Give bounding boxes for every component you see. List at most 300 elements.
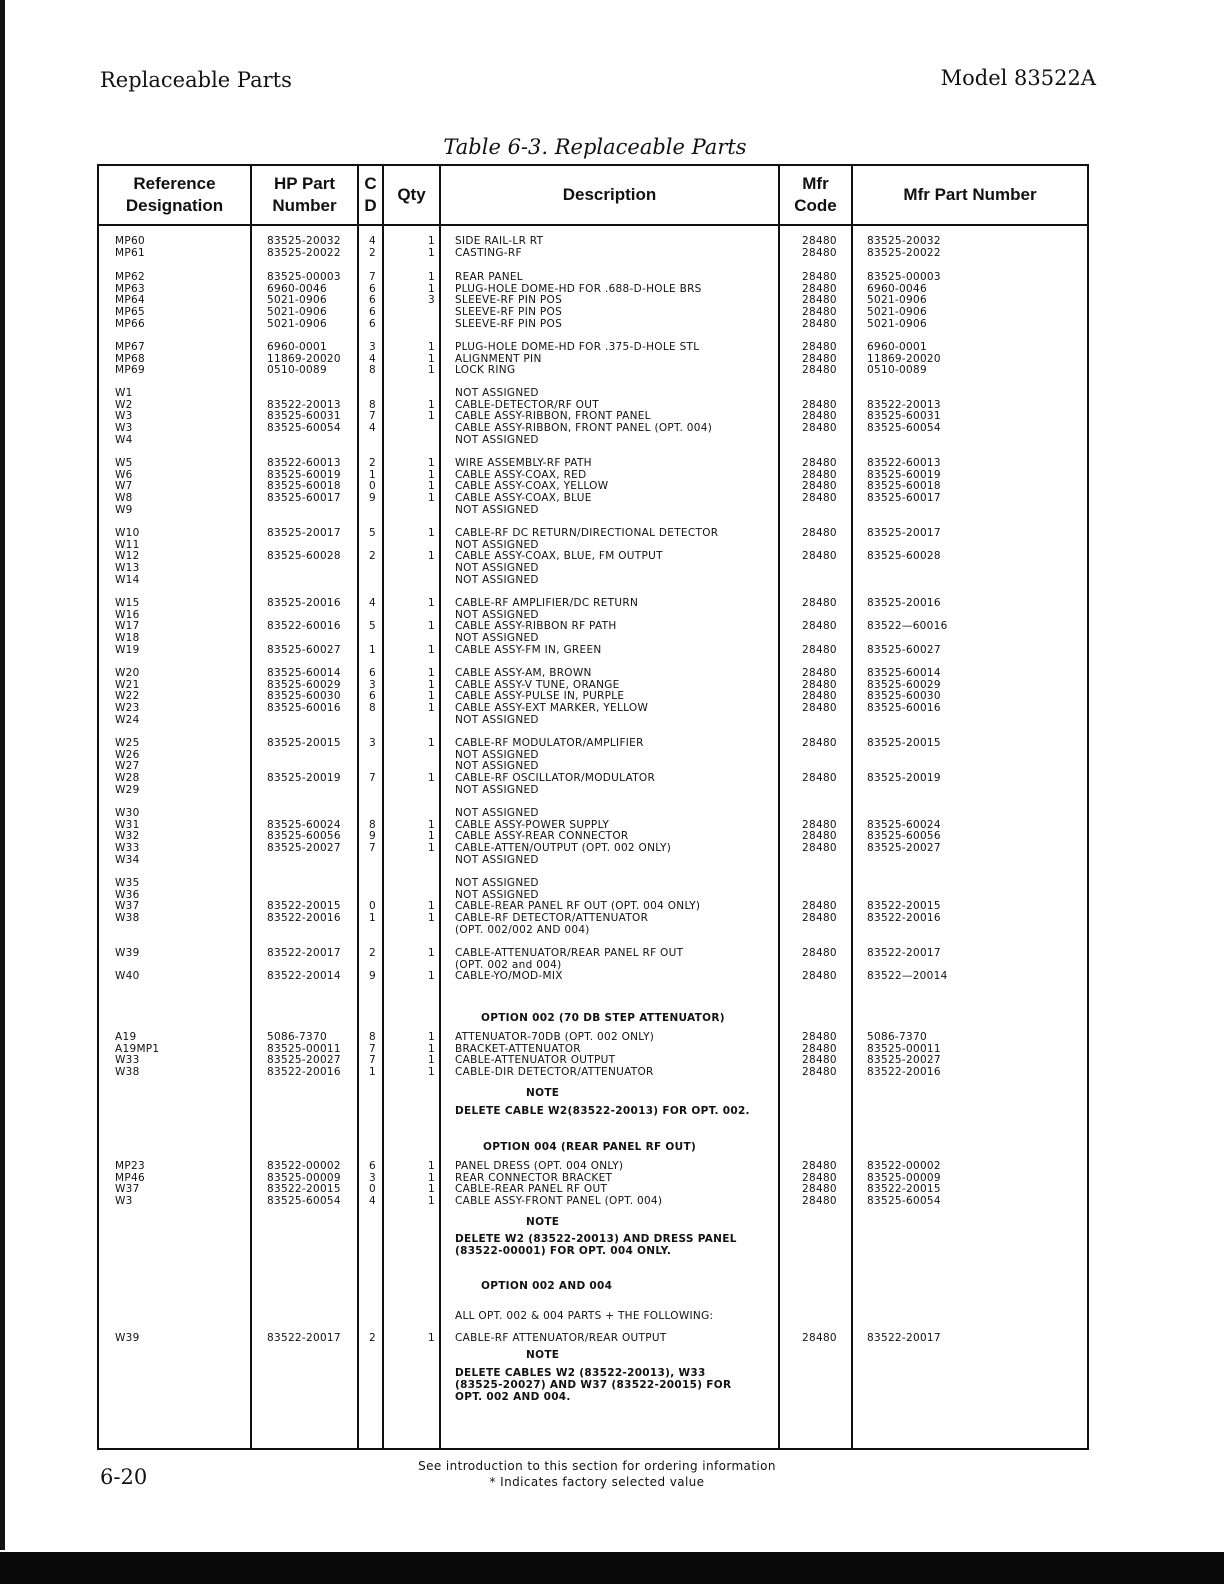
cell-code: 28480 [802,235,837,247]
cell-hp: 83525-20017 [267,527,341,539]
cell-desc: REAR PANEL [455,271,523,283]
cell-desc: PLUG-HOLE DOME-HD FOR .688-D-HOLE BRS [455,282,702,295]
cell-hp: 83525-00011 [267,1042,341,1055]
col-header-cd: C D [364,174,377,215]
cell-hp: 83522-20013 [267,398,341,411]
option-002-004-heading: OPTION 002 AND 004 [481,1280,613,1292]
cell-mfr: 83525-60027 [867,643,941,656]
cell-mfr: 83522—20014 [867,970,948,982]
cell-mfr: 83525-60017 [867,492,941,505]
cell-cd: 7 [369,1054,376,1067]
cell-desc: NOT ASSIGNED [455,573,539,586]
cell-ref: W36 [115,888,140,901]
cell-desc: NOT ASSIGNED [455,877,539,889]
cell-qty: 1 [428,527,435,539]
cell-hp: 6960-0001 [267,341,327,353]
cell-cd: 6 [369,690,376,703]
cell-qty: 1 [428,970,435,982]
cell-ref: MP68 [115,352,145,365]
column-divider [778,166,780,1448]
cell-desc: BRACKET-ATTENUATOR [455,1042,581,1055]
cell-desc: REAR CONNECTOR BRACKET [455,1171,613,1184]
cell-hp: 83525-20027 [267,842,341,855]
cell-desc: CABLE ASSY-FRONT PANEL (OPT. 004) [455,1195,663,1208]
cell-hp: 5021-0906 [267,317,327,330]
cell-desc: CABLE ASSY-PULSE IN, PURPLE [455,690,625,703]
cell-mfr: 83525-60028 [867,550,941,563]
cell-ref: A19 [115,1031,137,1043]
cell-cd: 1 [369,912,376,925]
cell-hp: 6960-0046 [267,282,327,295]
cell-ref: W3 [115,422,133,435]
cell-desc: CABLE-DIR DETECTOR/ATTENUATOR [455,1066,654,1079]
cell-desc: CABLE-ATTENUATOR/REAR PANEL RF OUT [455,947,684,959]
cell-desc: CABLE-RF AMPLIFIER/DC RETURN [455,597,639,609]
cell-desc: SIDE RAIL-LR RT [455,235,544,247]
cell-qty: 3 [428,294,435,307]
cell-qty: 1 [428,457,435,469]
cell-code: 28480 [802,702,837,715]
cell-qty: 1 [428,492,435,505]
cell-cd: 0 [369,900,376,913]
cell-code: 28480 [802,271,837,283]
cell-cd: 6 [369,294,376,307]
cell-qty: 1 [428,271,435,283]
cell-cd: 9 [369,492,376,505]
cell-desc: CABLE-RF MODULATOR/AMPLIFIER [455,737,644,749]
cell-ref: MP64 [115,294,145,307]
cell-ref: MP67 [115,341,145,353]
cell-cd: 8 [369,398,376,411]
cell-qty: 1 [428,900,435,913]
cell-ref: W37 [115,900,140,913]
cell-code: 28480 [802,1054,837,1067]
col-header-description: Description [562,185,657,204]
cell-qty: 1 [428,480,435,493]
cell-mfr: 83525-20015 [867,737,941,749]
cell-mfr: 83522—60016 [867,620,948,633]
cell-code: 28480 [802,352,837,365]
cell-qty: 1 [428,620,435,633]
cell-ref: W9 [115,503,133,516]
cell-cd: 2 [369,550,376,563]
cell-code: 28480 [802,410,837,423]
cell-ref: W24 [115,713,140,726]
cell-hp: 83525-60029 [267,678,341,691]
cell-hp: 83525-60056 [267,830,341,843]
cell-mfr: 5021-0906 [867,294,927,307]
cell-desc: NOT ASSIGNED [455,503,539,516]
cell-qty: 1 [428,410,435,423]
cell-cd: 6 [369,282,376,295]
cell-desc: NOT ASSIGNED [455,713,539,726]
column-divider [382,166,384,1448]
cell-desc: CABLE-RF OSCILLATOR/MODULATOR [455,772,656,785]
cell-desc: SLEEVE-RF PIN POS [455,294,563,307]
cell-hp: 83525-60019 [267,468,341,481]
cell-qty: 1 [428,702,435,715]
cell-cd: 7 [369,842,376,855]
cell-ref: W38 [115,1066,140,1079]
cell-code: 28480 [802,737,837,749]
cell-qty: 1 [428,842,435,855]
cell-cd: 0 [369,1183,376,1196]
cell-ref: W28 [115,772,140,785]
cell-qty: 1 [428,667,435,679]
cell-code: 28480 [802,1171,837,1184]
cell-desc: CABLE-REAR PANEL RF OUT [455,1183,608,1196]
cell-mfr: 83522-20016 [867,912,941,925]
column-divider [439,166,441,1448]
cell-code: 28480 [802,947,837,959]
column-divider [851,166,853,1448]
cell-hp: 83522-20017 [267,1332,341,1344]
cell-ref: W11 [115,538,140,551]
cell-mfr: 83525-00003 [867,271,941,283]
cell-mfr: 83525-60019 [867,468,941,481]
cell-hp: 83522-20017 [267,947,341,959]
cell-hp: 0510-0089 [267,364,327,377]
cell-qty: 1 [428,1171,435,1184]
cell-cd: 5 [369,527,376,539]
cell-cd: 3 [369,341,376,353]
cell-cd: 9 [369,970,376,982]
cell-code: 28480 [802,667,837,679]
col-header-mfr-part: Mfr Part Number [903,185,1037,204]
cell-desc: NOT ASSIGNED [455,748,539,761]
cell-ref: W20 [115,667,140,679]
col-header-qty: Qty [397,185,426,204]
cell-ref: MP69 [115,364,145,377]
cell-qty: 1 [428,737,435,749]
cell-hp: 83525-00009 [267,1171,341,1184]
note-text: DELETE CABLES W2 (83522-20013), W33 [455,1367,706,1379]
cell-hp: 83522-00002 [267,1160,341,1172]
cell-hp: 83525-60017 [267,492,341,505]
cell-ref: MP66 [115,317,145,330]
section-title: Replaceable Parts [100,68,292,92]
cell-qty: 1 [428,912,435,925]
cell-hp: 83525-60031 [267,410,341,423]
cell-desc: NOT ASSIGNED [455,807,539,819]
cell-mfr: 83525-00009 [867,1171,941,1184]
cell-cd: 8 [369,364,376,377]
cell-mfr: 83525-20019 [867,772,941,785]
cell-qty: 1 [428,398,435,411]
cell-ref: W27 [115,760,140,773]
cell-desc: CABLE ASSY-RIBBON, FRONT PANEL (OPT. 004) [455,422,713,435]
model-number: Model 83522A [940,66,1096,90]
cell-cd: 2 [369,457,376,469]
cell-qty: 1 [428,947,435,959]
cell-cd: 1 [369,1066,376,1079]
cell-cd: 4 [369,597,376,609]
page-number: 6-20 [100,1465,148,1489]
cell-ref: MP46 [115,1171,145,1184]
note-text: (83525-20027) AND W37 (83522-20015) FOR [455,1379,732,1391]
cell-hp: 83525-20015 [267,737,341,749]
cell-ref: MP65 [115,306,145,319]
cell-ref: W4 [115,433,133,446]
column-divider [250,166,252,1448]
cell-mfr: 83525-60054 [867,1195,941,1208]
cell-hp: 83525-60030 [267,690,341,703]
cell-code: 28480 [802,678,837,691]
cell-ref: A19MP1 [115,1042,160,1055]
cell-mfr: 83522-20017 [867,1332,941,1344]
option-002-heading: OPTION 002 (70 DB STEP ATTENUATOR) [481,1012,725,1024]
cell-code: 28480 [802,842,837,855]
cell-qty: 1 [428,1195,435,1208]
cell-hp: 83522-60016 [267,620,341,633]
cell-ref: W10 [115,527,140,539]
cell-desc: SLEEVE-RF PIN POS [455,306,563,319]
cell-ref: W3 [115,1195,133,1208]
cell-desc: CABLE-RF DETECTOR/ATTENUATOR [455,912,649,925]
cell-cd: 8 [369,1031,376,1043]
cell-hp: 83525-60024 [267,818,341,831]
cell-desc: CASTING-RF [455,246,522,259]
cell-qty: 1 [428,1054,435,1067]
cell-qty: 1 [428,597,435,609]
cell-qty: 1 [428,643,435,656]
cell-cd: 1 [369,643,376,656]
cell-code: 28480 [802,818,837,831]
cell-mfr: 83525-60056 [867,830,941,843]
cell-qty: 1 [428,678,435,691]
cell-hp: 83525-60028 [267,550,341,563]
cell-hp: 11869-20020 [267,352,341,365]
cell-hp: 83525-60054 [267,422,341,435]
cell-hp: 83522-20016 [267,912,341,925]
cell-code: 28480 [802,1066,837,1079]
cell-ref: W39 [115,947,140,959]
cell-code: 28480 [802,597,837,609]
cell-ref: W31 [115,818,140,831]
cell-mfr: 83525-20022 [867,246,941,259]
note-label: NOTE [526,1087,560,1099]
cell-desc: CABLE ASSY-RIBBON, FRONT PANEL [455,410,651,423]
cell-code: 28480 [802,1183,837,1196]
cell-qty: 1 [428,1066,435,1079]
cell-desc: CABLE ASSY-POWER SUPPLY [455,818,610,831]
cell-ref: W14 [115,573,140,586]
cell-desc: CABLE ASSY-EXT MARKER, YELLOW [455,702,649,715]
cell-mfr: 83525-60014 [867,667,941,679]
cell-ref: W38 [115,912,140,925]
cell-ref: W37 [115,1183,140,1196]
cell-hp: 83525-60054 [267,1195,341,1208]
cell-mfr: 83525-60030 [867,690,941,703]
cell-desc: (OPT. 002/002 AND 004) [455,923,590,936]
header-divider [99,224,1087,226]
cell-code: 28480 [802,970,837,982]
cell-ref: W35 [115,877,140,889]
cell-ref: W13 [115,562,140,575]
cell-hp: 5086-7370 [267,1031,327,1043]
cell-code: 28480 [802,900,837,913]
cell-code: 28480 [802,294,837,307]
cell-qty: 1 [428,1160,435,1172]
cell-desc: ALIGNMENT PIN [455,352,542,365]
cell-cd: 2 [369,246,376,259]
cell-hp: 83522-20015 [267,900,341,913]
cell-mfr: 83522-20016 [867,1066,941,1079]
cell-code: 28480 [802,550,837,563]
cell-cd: 9 [369,830,376,843]
note-text: (83522-00001) FOR OPT. 004 ONLY. [455,1245,672,1257]
cell-code: 28480 [802,364,837,377]
cell-cd: 4 [369,1195,376,1208]
cell-cd: 6 [369,306,376,319]
cell-qty: 1 [428,550,435,563]
cell-mfr: 83525-60054 [867,422,941,435]
cell-desc: (OPT. 002 and 004) [455,958,562,971]
cell-mfr: 83525-20016 [867,597,941,609]
cell-qty: 1 [428,830,435,843]
cell-code: 28480 [802,1160,837,1172]
cell-ref: W39 [115,1332,140,1344]
cell-ref: W32 [115,830,140,843]
cell-qty: 1 [428,246,435,259]
cell-desc: CABLE ASSY-V TUNE, ORANGE [455,678,620,691]
footer-note: See introduction to this section for ordering information * Indicates factory selected value [418,1459,776,1489]
cell-cd: 8 [369,702,376,715]
cell-code: 28480 [802,830,837,843]
cell-ref: W15 [115,597,140,609]
cell-desc: CABLE ASSY-COAX, BLUE, FM OUTPUT [455,550,663,563]
cell-desc: CABLE ASSY-COAX, YELLOW [455,480,609,493]
cell-code: 28480 [802,422,837,435]
cell-desc: CABLE ASSY-REAR CONNECTOR [455,830,629,843]
cell-desc: CABLE ASSY-RIBBON RF PATH [455,620,617,633]
cell-hp: 83525-60014 [267,667,341,679]
cell-mfr: 5021-0906 [867,317,927,330]
cell-hp: 83525-20032 [267,235,341,247]
cell-mfr: 83525-60024 [867,818,941,831]
cell-desc: CABLE ASSY-FM IN, GREEN [455,643,602,656]
cell-qty: 1 [428,772,435,785]
cell-desc: NOT ASSIGNED [455,608,539,621]
cell-code: 28480 [802,527,837,539]
cell-ref: W21 [115,678,140,691]
cell-code: 28480 [802,912,837,925]
note-label: NOTE [526,1349,560,1361]
cell-cd: 0 [369,480,376,493]
cell-ref: W22 [115,690,140,703]
cell-desc: CABLE-YO/MOD-MIX [455,970,563,982]
cell-code: 28480 [802,1195,837,1208]
cell-ref: W19 [115,643,140,656]
cell-ref: W2 [115,398,133,411]
cell-ref: W7 [115,480,133,493]
cell-cd: 7 [369,1042,376,1055]
note-text: ALL OPT. 002 & 004 PARTS + THE FOLLOWING: [455,1310,714,1322]
cell-hp: 83525-20022 [267,246,341,259]
cell-cd: 2 [369,947,376,959]
col-header-mfr-code: Mfr Code [794,174,837,215]
bottom-scan-edge [0,1552,1224,1584]
cell-hp: 83525-00003 [267,271,341,283]
cell-mfr: 6960-0001 [867,341,927,353]
cell-code: 28480 [802,282,837,295]
cell-ref: W23 [115,702,140,715]
cell-code: 28480 [802,246,837,259]
cell-code: 28480 [802,341,837,353]
cell-desc: NOT ASSIGNED [455,538,539,551]
cell-mfr: 83525-60016 [867,702,941,715]
cell-desc: NOT ASSIGNED [455,387,539,399]
cell-ref: W34 [115,853,140,866]
cell-mfr: 6960-0046 [867,282,927,295]
cell-mfr: 83525-60031 [867,410,941,423]
cell-desc: NOT ASSIGNED [455,433,539,446]
cell-desc: NOT ASSIGNED [455,632,539,645]
cell-qty: 1 [428,690,435,703]
cell-mfr: 83522-00002 [867,1160,941,1172]
cell-hp: 5021-0906 [267,294,327,307]
cell-qty: 1 [428,235,435,247]
cell-qty: 1 [428,1042,435,1055]
cell-desc: NOT ASSIGNED [455,888,539,901]
cell-ref: W29 [115,783,140,796]
cell-qty: 1 [428,818,435,831]
cell-desc: CABLE-RF DC RETURN/DIRECTIONAL DETECTOR [455,527,719,539]
cell-hp: 5021-0906 [267,306,327,319]
cell-ref: MP63 [115,282,145,295]
cell-cd: 4 [369,422,376,435]
col-header-reference: Reference Designation [125,174,224,215]
cell-cd: 7 [369,410,376,423]
cell-hp: 83525-60027 [267,643,341,656]
cell-cd: 4 [369,235,376,247]
cell-code: 28480 [802,468,837,481]
cell-mfr: 83525-60018 [867,480,941,493]
cell-code: 28480 [802,772,837,785]
cell-desc: CABLE-ATTENUATOR OUTPUT [455,1054,616,1067]
cell-cd: 3 [369,678,376,691]
cell-hp: 83522-20016 [267,1066,341,1079]
cell-code: 28480 [802,492,837,505]
cell-mfr: 83522-20013 [867,398,941,411]
parts-table [97,164,1089,1450]
cell-mfr: 83525-60029 [867,678,941,691]
cell-ref: MP60 [115,235,145,247]
cell-ref: W6 [115,468,133,481]
cell-code: 28480 [802,317,837,330]
cell-desc: CABLE ASSY-AM, BROWN [455,667,592,679]
cell-ref: W12 [115,550,140,563]
cell-ref: MP61 [115,246,145,259]
cell-code: 28480 [802,1042,837,1055]
column-divider [357,166,359,1448]
cell-hp: 83522-60013 [267,457,341,469]
cell-cd: 1 [369,468,376,481]
note-text: OPT. 002 AND 004. [455,1391,571,1403]
cell-cd: 7 [369,772,376,785]
cell-desc: NOT ASSIGNED [455,562,539,575]
cell-mfr: 0510-0089 [867,364,927,377]
cell-desc: NOT ASSIGNED [455,853,539,866]
cell-qty: 1 [428,1183,435,1196]
cell-mfr: 83525-20027 [867,1054,941,1067]
cell-ref: W17 [115,620,140,633]
cell-qty: 1 [428,1332,435,1344]
note-label: NOTE [526,1216,560,1228]
cell-desc: CABLE-REAR PANEL RF OUT (OPT. 004 ONLY) [455,900,701,913]
cell-cd: 6 [369,667,376,679]
cell-desc: NOT ASSIGNED [455,760,539,773]
